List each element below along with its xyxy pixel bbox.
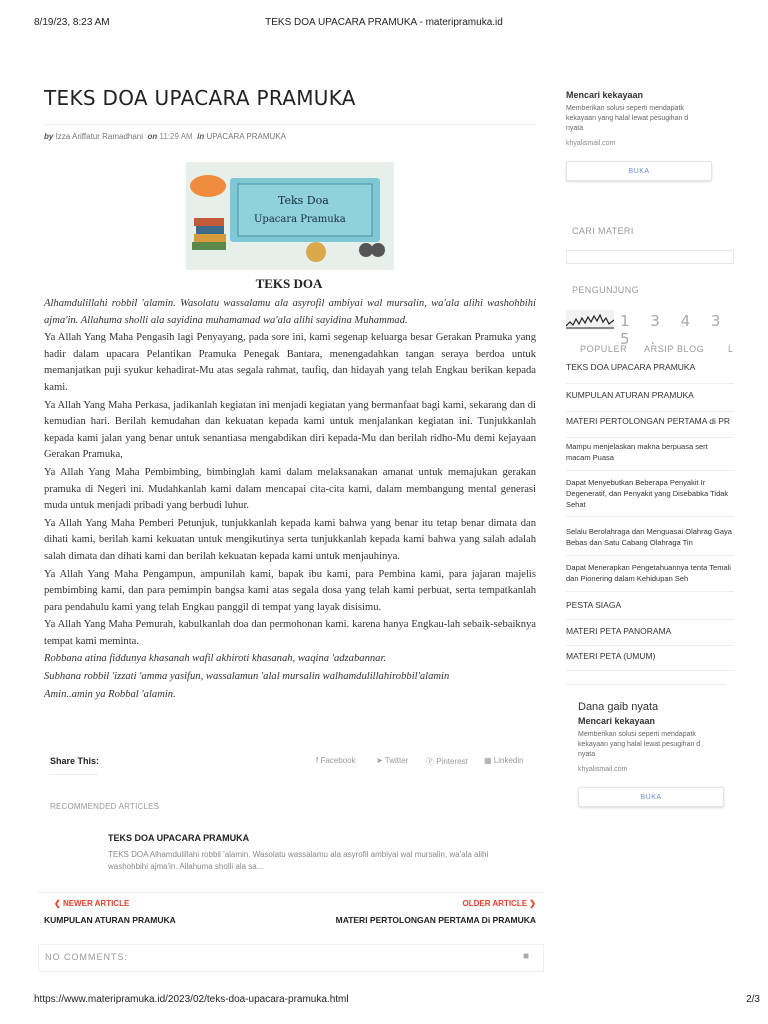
ad-headline[interactable]: Mencari kekayaan [566,90,644,100]
ad-desc-line: nyata [578,751,596,758]
search-input[interactable] [566,250,734,264]
popular-item[interactable]: MATERI PERTOLONGAN PERTAMA di PR [566,416,734,438]
older-label-text: OLDER ARTICLE [462,899,528,908]
author-link[interactable]: Izza Ariffatur Ramadhani [55,132,144,141]
tab-arsip-blog[interactable]: ARSIP BLOG [644,344,705,354]
post-title: TEKS DOA UPACARA PRAMUKA [44,86,356,110]
popular-item[interactable]: TEKS DOA UPACARA PRAMUKA [566,362,734,384]
meta-by: by [44,132,54,141]
body-paragraph: Subhana robbil 'izzati 'amma yasifun, wassalamun 'alal mursalin walhamdulillahirobbil'alamin [44,671,450,683]
popular-item[interactable]: Selalu Berolahraga dan Menguasai Olahrag Gaya Bebas dan Satu Cabang Olahraga Tin [566,526,734,556]
older-article-label[interactable]: OLDER ARTICLE ❯ [462,899,536,908]
recommended-article-snippet: TEKS DOA Alhamdulillahi robbil 'alamin. Wasolatu wassalamu ala asyrofil ambiyai wal mursalin, wa'ala alihi washohbihi ajma'in. Allahuma sholli ala sa... [108,850,489,871]
content-heading: TEKS DOA [255,276,323,291]
ad-description [578,730,738,760]
sidebar-ad-bottom-body [578,716,738,807]
linkedin-icon: ▦ [484,756,494,765]
newer-article-label[interactable]: ❮ NEWER ARTICLE [54,899,130,908]
divider [44,124,536,125]
share-pinterest-link[interactable] [426,756,468,767]
share-twitter-label: Twitter [384,756,409,765]
body-paragraph: Ya Allah Yang Maha Pengasih lagi Penyayang, pada sore ini, kami segenap keluarga besar Gerakan Pramuka yang hadir dalam upacara Pelantikan Pramuka Penegak Bantara, menengadahkan tangan seraya berdoa untuk memanjatkan puji syukur kehadirat-Mu atas segala rahmat, taufiq, dan hidayah yang telah Engkau berikan kepada kami. [44,332,536,393]
print-header [0,17,768,33]
label-link[interactable]: UPACARA PRAMUKA [206,132,286,141]
banner-text-1: Teks Doa [278,194,329,207]
share-pinterest-label: Pinterest [436,757,468,766]
body-paragraph: Ya Allah Yang Maha Pembimbing, bimbinglah kami dalam melaksanakan amanat untuk memajukan gerakan pramuka di Negeri ini. Mudahkanlah kami dalam mencapai cita-cita kami, dalam membangung mental generasi muda untuk menjadi pribadi yang berbudi luhur. [44,466,536,512]
newer-article-link[interactable]: KUMPULAN ATURAN PRAMUKA [44,915,176,925]
popular-item[interactable]: PESTA SIAGA [566,600,734,620]
recommended-label: RECOMMENDED ARTICLES [50,802,160,811]
print-title: TEKS DOA UPACARA PRAMUKA - materipramuka.id [265,17,503,28]
pinterest-icon: Ⓟ [426,757,437,766]
popular-item[interactable]: KUMPULAN ATURAN PRAMUKA [566,390,734,412]
body-paragraph: Ya Allah Yang Maha Pemurah, kabulkanlah doa dan permohonan kami. karena hanya Engkau-lah sebaik-sebaiknya tempat kami meminta. [44,619,536,647]
share-bar [44,752,536,776]
ad-desc-line: Memberikan solusi seperti mendapatk [578,731,696,738]
popular-item[interactable]: MATERI PETA (UMUM) [566,651,734,671]
body-paragraph: Ya Allah Yang Maha Pemberi Petunjuk, tunjukkanlah kepada kami bahwa yang benar itu tetap benar dimata dan dihati kami, berilah kami kekuatan untuk mengikutinya serta tunjukkanlah kepada kami bahwa yang salah adalah salah dimata dan dihati kami dan berilah kekuatan kepada kami untuk menjauhinya. [44,517,536,562]
ad-site: khyalismail.com [566,140,616,147]
pengunjung-heading: PENGUNJUNG [572,285,640,295]
print-date: 8/19/23, 8:23 AM [34,17,110,28]
body-paragraph: Alhamdulillahi robbil 'alamin. Wasolatu wassalamu ala asyrofil ambiyai wal mursalin, wa'ala alihi washohbihi ajma'in. Allahuma sholli ala sayidina muhamamad wa'ala alihi sayidina Muhammad. [44,298,536,326]
post-time: 11:29 AM [159,132,193,141]
comment-icon[interactable]: ■ [522,951,529,962]
popular-item[interactable]: Mampu menjelaskan makna berpuasa sert macam Puasa [566,441,734,471]
share-label: Share This: [50,756,100,766]
body-paragraph: Robbana atina fiddunya khasanah wafil akhiroti khasanah, waqina 'adzabannar. [44,653,387,665]
popular-item[interactable]: Dapat Menyebutkan Beberapa Penyakit Ir Degeneratif, dan Penyakit yang Disebabka Tidak Sehat [566,477,734,517]
comments-label: NO COMMENTS: [45,952,128,962]
older-article-link[interactable]: MATERI PERTOLONGAN PERTAMA Di PRAMUKA [335,915,536,925]
ad-description [566,104,726,134]
body-paragraph: Ya Allah Yang Maha Pengampun, ampunilah kami, bapak ibu kami, para Pembina kami, para jajaran majelis pembimbing kami, dan para pemimpin bangsa kami atas segala dosa yang telah kami perbuat, serta tempatkanlah para pendahulu kami yang telah Engkau panggil di tempat yang layak disisimu. [44,568,536,613]
ad-site: khyalismail.com [578,766,628,773]
divider [50,774,98,775]
meta-on: on [147,132,158,141]
ad-open-button[interactable]: BUKA [566,161,712,181]
visitor-count: 1 3 4 3 5 . [620,312,729,348]
cari-materi-heading: CARI MATERI [572,226,634,236]
popular-item[interactable]: Dapat Menerapkan Pengetahuannya tenta Temali dan Pionering dalam Kehidupan Seh [566,562,734,592]
tab-populer[interactable]: POPULER [580,344,628,354]
share-facebook-label: Facebook [320,756,356,765]
ad-sponsor: Dana gaib nyata [578,701,659,713]
popular-item[interactable]: MATERI PETA PANORAMA [566,626,734,646]
newer-label-text: NEWER ARTICLE [62,899,130,908]
ad-desc-line: Memberikan solusi seperti mendapatk [566,105,684,112]
twitter-icon: ➤ [376,756,385,765]
meta-in: in [197,132,205,141]
banner-illustration [186,162,394,270]
print-url: https://www.materipramuka.id/2023/02/teks-doa-upacara-pramuka.html [34,994,349,1005]
share-linkedin-label: Linkedin [493,756,524,765]
body-paragraph: Amin..amin ya Robbal 'alamin. [44,688,176,700]
sidebar-tabs [566,344,736,360]
comments-box [38,944,544,972]
recommended-article-title[interactable]: TEKS DOA UPACARA PRAMUKA [108,833,250,843]
post-banner-image [186,162,394,270]
ad-desc-line: nyata [566,125,584,132]
banner-text-2: Upacara Pramuka [254,214,346,225]
share-twitter-link[interactable] [376,756,408,765]
tab-label[interactable]: L [728,344,734,354]
facebook-icon: f [316,756,321,765]
sidebar-ad-top [566,90,726,181]
post-meta [44,132,286,141]
print-footer [0,994,768,1010]
post-body [44,296,536,704]
ad-headline[interactable]: Mencari kekayaan [578,716,656,726]
visitor-graph [566,310,614,330]
share-facebook-link[interactable] [316,756,356,765]
ad-desc-line: kekayaan yang halal lewat pesugihan d [578,741,701,748]
share-linkedin-link[interactable] [484,756,524,765]
print-page-number: 2/3 [746,994,760,1005]
ad-open-button[interactable]: BUKA [578,787,724,807]
ad-desc-line: kekayaan yang halal lewat pesugihan d [566,115,689,122]
post-pager [38,892,544,932]
body-paragraph: Ya Allah Yang Maha Perkasa, jadikanlah kegiatan ini menjadi kegiatan yang bermanfaat bagi kami, sekarang dan di kemudian hari. Berilah kemudahan dan kekuatan kepada kami untuk menjalankan kegiatan ini. Tunjukkanlah kepada kami jalan yang benar untuk senantiasa mengabdikan diri kepada-Mu dan berilah ridho-Mu demi kejayaan Gerakan Pramuka, [44,399,536,461]
visitor-counter [566,310,736,348]
